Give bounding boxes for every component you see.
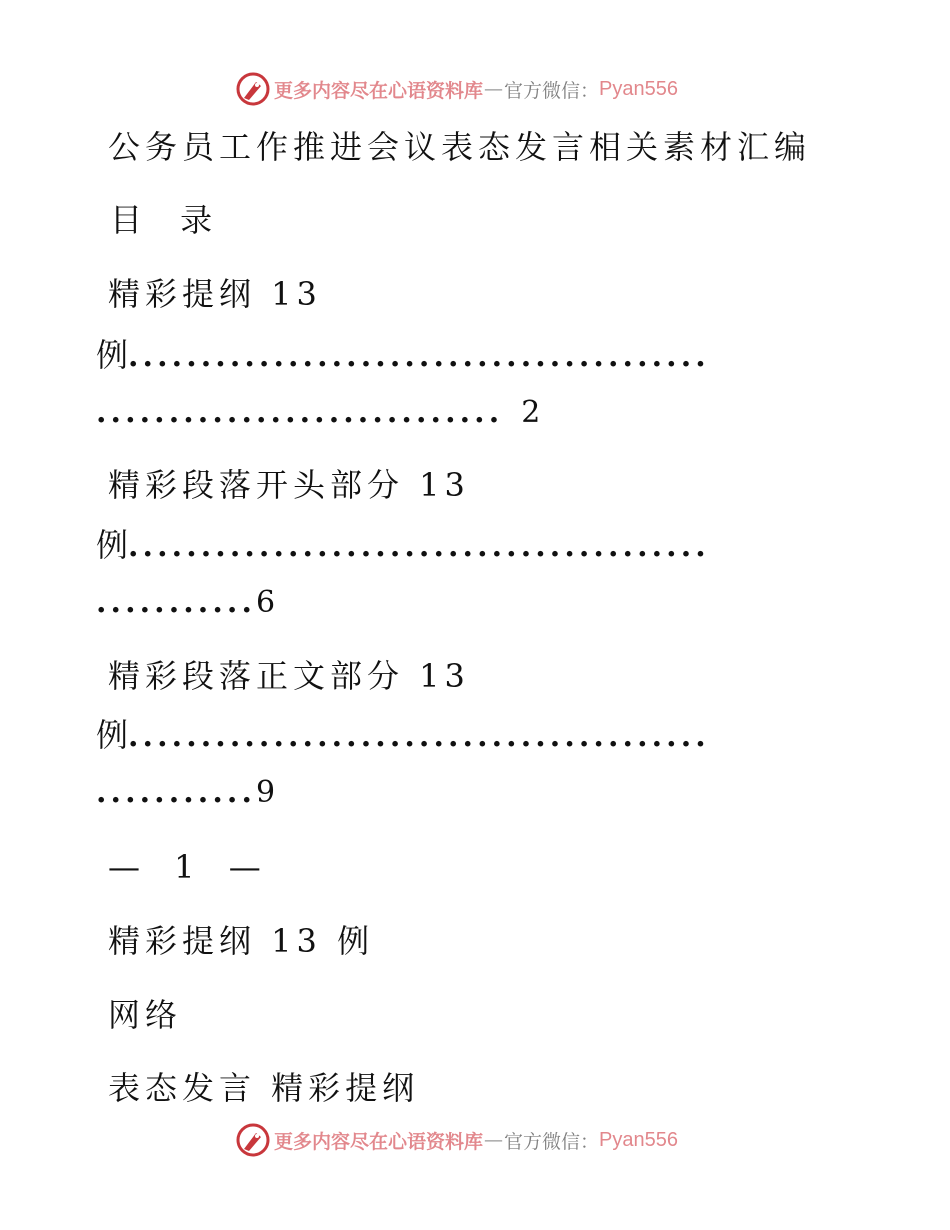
banner-dash: —: [484, 1129, 504, 1151]
banner-text: 更多内容尽在心语资料库: [274, 1130, 484, 1153]
banner-text: 更多内容尽在心语资料库: [274, 79, 484, 102]
banner-dash: —: [484, 78, 504, 100]
toc-entry-leader: [96, 335, 710, 377]
banner-subtitle: 官方微信：: [504, 79, 600, 102]
toc-leader-dots: ........................................: [128, 529, 710, 564]
pen-logo-icon: [236, 72, 270, 106]
document-title: 公务员工作推进会议表态发言相关素材汇编: [108, 128, 812, 166]
banner-wechat-id: Pyan556: [599, 1128, 678, 1151]
toc-entry-label: 精彩段落正文部分 13: [108, 657, 470, 695]
toc-entry-tail: 例: [96, 716, 129, 754]
toc-leader-dots: ...........: [96, 585, 256, 620]
toc-leader-dots: ............................: [96, 395, 504, 430]
toc-leader-dots: ...........: [96, 775, 256, 810]
toc-heading: 目 录: [110, 201, 227, 239]
footer-banner: [236, 1123, 678, 1157]
toc-leader-dots: ........................................: [128, 339, 710, 374]
toc-page-number: 9: [256, 775, 276, 810]
toc-page-number: 2: [521, 395, 541, 430]
toc-entry-leader: [96, 525, 710, 567]
toc-entry-tail: 例: [96, 336, 129, 374]
toc-page-number: 6: [256, 585, 276, 620]
toc-entry-leader-continued: [96, 393, 540, 433]
toc-entry-tail: 例: [96, 526, 129, 564]
toc-leader-dots: ........................................: [128, 719, 710, 754]
header-banner: [236, 72, 678, 106]
section-line: 网络: [108, 996, 183, 1034]
section-line: 表态发言 精彩提纲: [108, 1069, 420, 1107]
toc-entry-leader: [96, 715, 710, 757]
toc-entry-leader-continued: [96, 773, 275, 813]
section-title: 精彩提纲 13 例: [108, 922, 375, 960]
toc-entry-label: 精彩提纲 13: [108, 275, 322, 313]
toc-entry-leader-continued: [96, 583, 275, 623]
banner-wechat-id: Pyan556: [599, 77, 678, 100]
banner-subtitle: 官方微信：: [504, 1130, 600, 1153]
page-number: — 1 —: [108, 848, 273, 886]
toc-entry-label: 精彩段落开头部分 13: [108, 466, 470, 504]
pen-logo-icon: [236, 1123, 270, 1157]
